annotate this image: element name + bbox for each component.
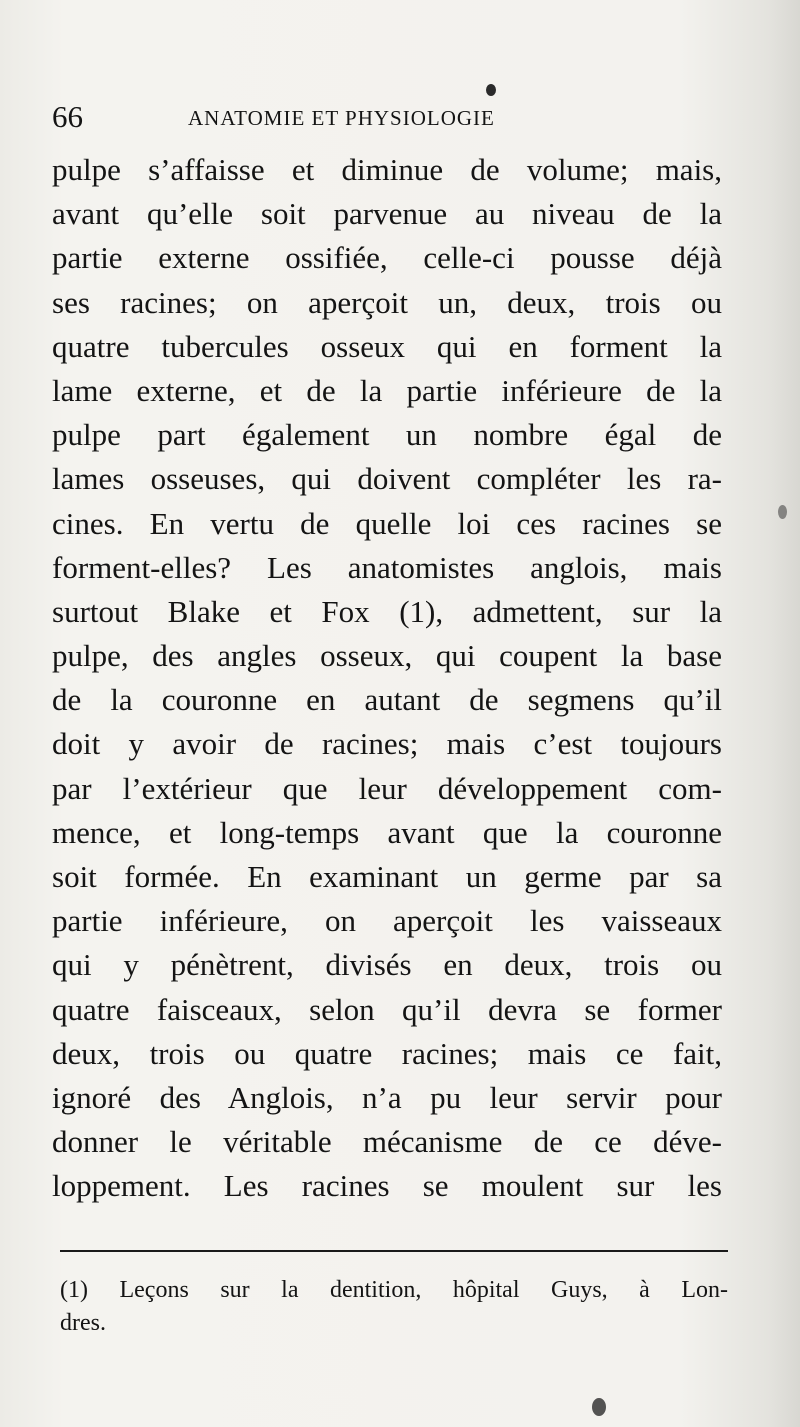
text-line: pulpe s’affaisse et diminue de volume; mais, [52, 152, 722, 187]
text-line: mence, et long-temps avant que la couronne [52, 814, 722, 850]
footnote [60, 1274, 728, 1340]
text-line: partie externe ossifiée, celle-ci pousse déjà [52, 240, 722, 276]
ink-speck [592, 1398, 606, 1416]
text-line: partie inférieure, on aperçoit les vaisseaux [52, 903, 722, 939]
ink-speck [486, 84, 496, 96]
body-text [52, 148, 722, 1209]
text-line: lame externe, et de la partie inférieure de la [52, 372, 722, 408]
text-line: donner le véritable mécanisme de ce déve- [52, 1124, 722, 1160]
footnote-line: dres. [60, 1310, 106, 1336]
footnote-rule [60, 1250, 728, 1252]
text-line: avant qu’elle soit parvenue au niveau de la [52, 196, 722, 232]
text-line: ignoré des Anglois, n’a pu leur servir pour [52, 1079, 722, 1115]
footnote-line: (1) Leçons sur la dentition, hôpital Guys, à Lon- [60, 1277, 728, 1303]
text-line: loppement. Les racines se moulent sur les [52, 1168, 722, 1204]
running-head: ANATOMIE ET PHYSIOLOGIE [188, 106, 495, 130]
text-line: deux, trois ou quatre racines; mais ce fait, [52, 1035, 722, 1071]
text-line: cines. En vertu de quelle loi ces racines se [52, 505, 722, 541]
page-header [52, 97, 732, 141]
ink-speck [778, 505, 787, 519]
text-line: ses racines; on aperçoit un, deux, trois ou [52, 284, 722, 320]
text-line: quatre tubercules osseux qui en forment la [52, 328, 722, 364]
text-line: surtout Blake et Fox (1), admettent, sur la [52, 593, 722, 629]
text-line: de la couronne en autant de segmens qu’il [52, 682, 722, 718]
text-line: quatre faisceaux, selon qu’il devra se former [52, 991, 722, 1027]
text-line: forment-elles? Les anatomistes anglois, mais [52, 549, 722, 585]
text-line: soit formée. En examinant un germe par sa [52, 859, 722, 894]
text-line: qui y pénètrent, divisés en deux, trois ou [52, 947, 722, 983]
text-line: lames osseuses, qui doivent compléter les ra- [52, 461, 722, 497]
text-line: pulpe, des angles osseux, qui coupent la base [52, 638, 722, 674]
page-number: 66 [52, 99, 83, 134]
text-line: doit y avoir de racines; mais c’est toujours [52, 726, 722, 762]
text-line: par l’extérieur que leur développement com- [52, 770, 722, 806]
text-line: pulpe part également un nombre égal de [52, 417, 722, 453]
